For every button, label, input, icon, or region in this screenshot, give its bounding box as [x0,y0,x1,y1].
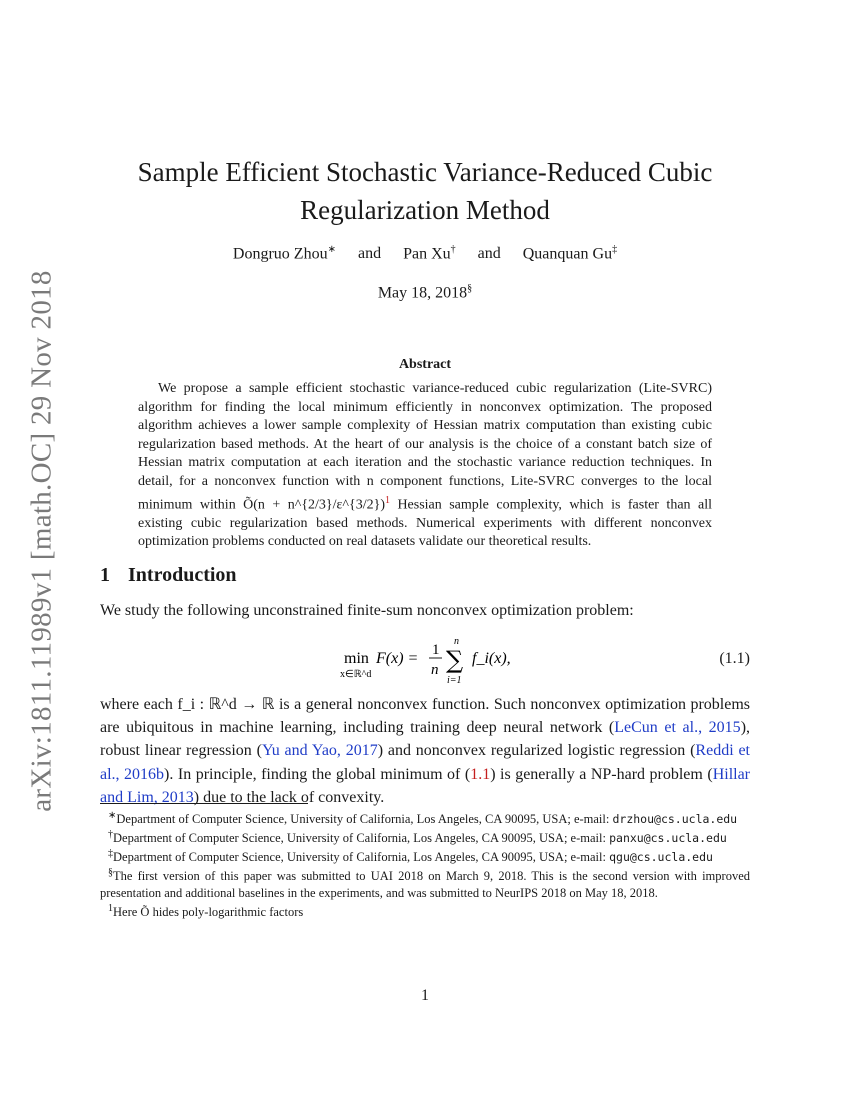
abstract-body [138,380,712,552]
eq-min-sub: x∈ℝ^d [340,669,372,680]
footnote-divider [100,803,308,804]
intro-paragraph-1: We study the following unconstrained finite-sum nonconvex optimization problem: [100,602,634,619]
footnote-mark: † [108,829,113,841]
equation-ref-link[interactable]: 1.1 [470,765,491,783]
footnote-mark: § [108,867,113,879]
footnote-text: Here Õ hides poly-logarithmic factors [113,904,304,919]
author-separator: and [357,245,382,263]
title-line-2: Regularization Method [300,195,550,225]
footnote-1-link[interactable]: 1 [384,494,390,506]
arxiv-sidebar [22,268,62,813]
para2-text: ), robust linear regression ( [100,719,751,760]
footnotes [100,808,750,920]
abstract-text-a: We propose a sample efficient stochastic variance-reduced cubic regularization (Lite-SVRC) algorithm for finding the local minimum efficiently in nonconvex optimization. The proposed algorithm achieves a lower sample complexity of Hessian matrix computation than existing cubic regularization based methods. At the heart of our analysis is the choice of a constant batch size of Hessian matrix computation at each iteration and the stochastic variance reduction techniques. In detail, for a nonconvex function with n component functions, Lite-SVRC converges to the local minimum within [138,381,712,513]
author-list [100,244,750,263]
para2-text: ) is generally a NP-hard problem ( [490,765,713,783]
email-link[interactable]: qgu@cs.ucla.edu [609,850,713,865]
page-number: 1 [421,987,429,1004]
email-link[interactable]: panxu@cs.ucla.edu [609,831,727,846]
citation-link[interactable]: LeCun et al., 2015 [614,719,741,737]
footnote-text: Department of Computer Science, University of California, Los Angeles, CA 90095, USA; e-mail: [113,850,606,865]
eq-sum-bottom: i=1 [447,675,462,686]
eq-sum-top: n [454,636,459,647]
section-title: Introduction [128,564,237,586]
paper-title [100,153,750,229]
author-3-mark: ‡ [612,244,618,255]
para2-text: ). In principle, finding the global minimum of ( [164,765,471,783]
intro-paragraph-2 [100,693,750,809]
abstract-text-b: Hessian sample complexity, which is faster than all existing cubic regularization based methods. Numerical experiments with different nonconvex optimization problems conducted on real datasets validate our theoretical results. [138,497,712,550]
citation-link[interactable]: Hillar and Lim, 2013 [100,765,751,806]
author-2: Pan Xu [403,245,451,263]
footnote-5 [100,901,750,920]
author-3: Quanquan Gu [522,245,613,263]
complexity-bound: Õ(n + n^{2/3}/ε^{3/2}) [243,497,385,513]
footnote-3 [100,846,750,865]
footnote-text: Department of Computer Science, University of California, Los Angeles, CA 90095, USA; e-mail: [113,831,606,846]
footnote-mark: ‡ [108,848,113,860]
eq-frac-den: n [431,662,439,678]
footnote-1 [100,808,750,827]
footnote-2 [100,827,750,846]
eq-summand: f_i(x), [472,650,511,667]
date-mark: § [467,283,473,294]
equation-label: (1.1) [719,650,750,667]
eq-lhs: F(x) = [376,650,419,667]
citation-link[interactable]: Yu and Yao, 2017 [261,742,378,760]
para2-text: ) due to the lack of convexity. [193,788,385,806]
eq-min: min [344,650,369,667]
equation-1-1 [340,636,570,686]
footnote-text: The first version of this paper was submitted to UAI 2018 on March 9, 2018. This is the second version with improved presentation and additional baselines in the experiments, and was submitted to NeurIPS 2018 on May 18, 2018. [100,869,750,900]
para2-text: ) and nonconvex regularized logistic regression ( [377,742,696,760]
footnote-text: Department of Computer Science, University of California, Los Angeles, CA 90095, USA; e-mail: [116,812,610,827]
title-line-1: Sample Efficient Stochastic Variance-Reduced Cubic [137,157,713,187]
footnote-mark: 1 [108,902,113,914]
author-2-mark: † [450,244,456,255]
sigma-icon: ∑ [446,646,464,674]
eq-frac-num: 1 [432,642,440,658]
section-heading [100,564,237,587]
footnote-mark: ∗ [108,810,117,821]
date-text: May 18, 2018 [377,284,468,302]
author-separator: and [477,245,501,263]
citation-link[interactable]: Reddi et al., 2016b [100,742,751,783]
arxiv-identifier: arXiv:1811.11989v1 [math.OC] 29 Nov 2018 [25,269,58,812]
footnote-4 [100,865,750,900]
paper-date [100,283,750,302]
abstract-heading: Abstract [398,357,452,372]
para2-text: where each f_i : ℝ^d → ℝ is a general nonconvex function. Such nonconvex optimization problems are ubiquitous in machine learning, including training deep neural network ( [100,696,750,737]
author-1: Dongruo Zhou [232,245,328,263]
author-1-mark: ∗ [327,244,336,255]
section-number: 1 [100,564,110,586]
email-link[interactable]: drzhou@cs.ucla.edu [612,812,738,827]
